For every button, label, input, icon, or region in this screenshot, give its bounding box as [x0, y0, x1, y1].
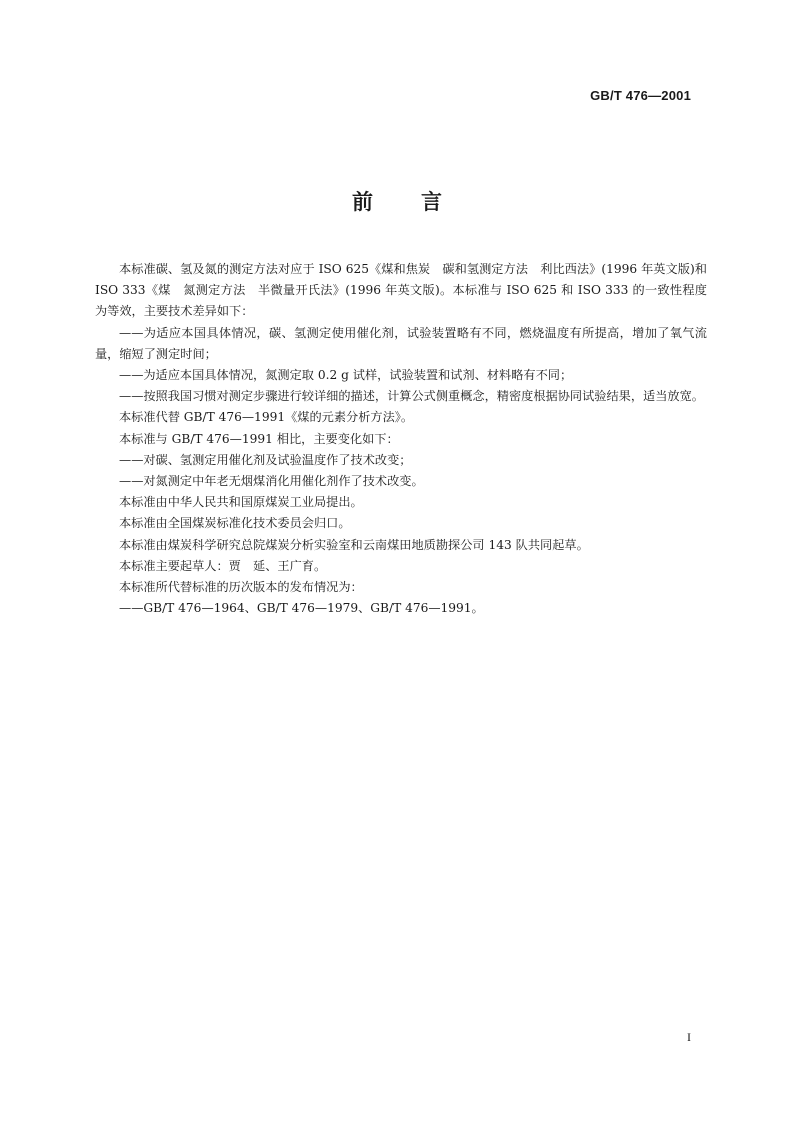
- paragraph-history-list: ——GB/T 476—1964、GB/T 476—1979、GB/T 476—1991。: [119, 601, 484, 616]
- paragraph-drafted-by: 本标准由煤炭科学研究总院煤炭分析实验室和云南煤田地质勘探公司 143 队共同起草。: [119, 537, 589, 552]
- foreword-body: [95, 259, 707, 619]
- standard-code: GB/T 476—2001: [590, 88, 691, 103]
- paragraph-change-1: ——对碳、氢测定用催化剂及试验温度作了技术改变；: [119, 452, 412, 467]
- paragraph-replaces: 本标准代替 GB/T 476—1991《煤的元素分析方法》。: [119, 410, 414, 425]
- paragraph-correspondence: 本标准碳、氢及氮的测定方法对应于 ISO 625《煤和焦炭 碳和氢测定方法 利比西法》(1996 年英文版)和 ISO 333《煤 氮测定方法 半微量开氏法》(1996 年英文版)。本标准与 ISO 625 和 ISO 333 的一致性程度为等效，主要技术差异如下：: [95, 262, 707, 319]
- page-title: 前言: [352, 190, 490, 214]
- paragraph-proposed-by: 本标准由中华人民共和国原煤炭工业局提出。: [119, 495, 363, 510]
- paragraph-centralized-by: 本标准由全国煤炭标准化技术委员会归口。: [119, 516, 351, 531]
- paragraph-drafters: 本标准主要起草人：贾 延、王广育。: [119, 558, 327, 573]
- paragraph-change-2: ——对氮测定中年老无烟煤消化用催化剂作了技术改变。: [119, 474, 424, 489]
- paragraph-history-intro: 本标准所代替标准的历次版本的发布情况为：: [119, 580, 363, 595]
- paragraph-difference-1: ——为适应本国具体情况，碳、氢测定使用催化剂，试验装置略有不同，燃烧温度有所提高，增加了氧气流量，缩短了测定时间；: [95, 325, 707, 361]
- page-number: I: [687, 1030, 691, 1044]
- paragraph-changes-intro: 本标准与 GB/T 476—1991 相比，主要变化如下：: [119, 431, 399, 446]
- paragraph-difference-3: ——按照我国习惯对测定步骤进行较详细的描述，计算公式侧重概念，精密度根据协同试验结果，适当放宽。: [119, 389, 704, 404]
- paragraph-difference-2: ——为适应本国具体情况，氮测定取 0.2 g 试样，试验装置和试剂、材料略有不同；: [119, 368, 573, 383]
